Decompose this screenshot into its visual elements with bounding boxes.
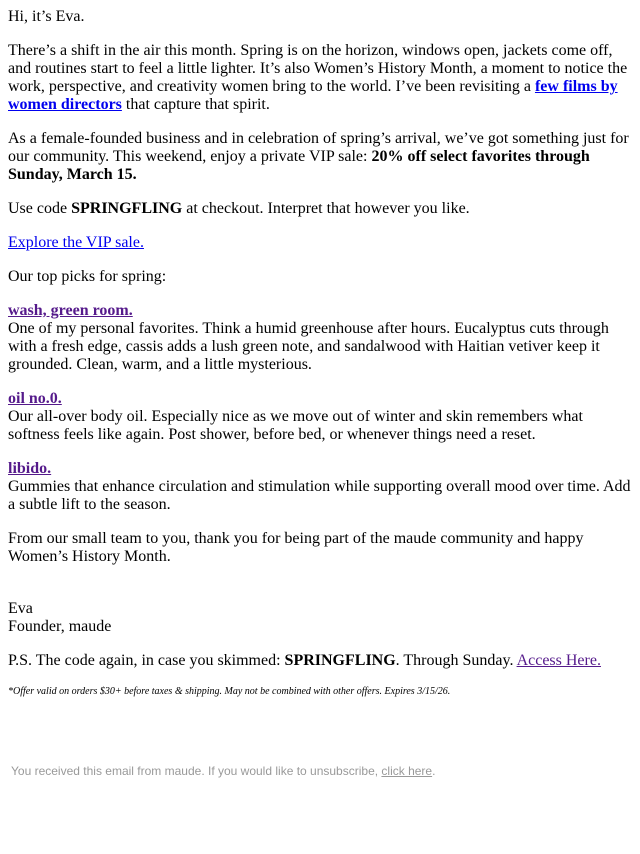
code-suffix: at checkout. Interpret that however you like. [182, 200, 470, 217]
unsubscribe-footer [8, 764, 632, 778]
product-link-wash-green-room[interactable]: wash, green room. [8, 302, 133, 319]
product-item [8, 460, 632, 514]
promo-code: SPRINGFLING [71, 200, 183, 217]
ps-promo-code: SPRINGFLING [284, 652, 396, 669]
films-link[interactable]: few films by women directors [8, 78, 618, 113]
picks-heading: Our top picks for spring: [8, 268, 167, 285]
sale-highlight: 20% off select favorites through Sunday, March 15. [8, 148, 590, 183]
unsubscribe-link[interactable]: click here [381, 764, 433, 778]
greeting: Hi, it’s Eva. [8, 8, 85, 25]
ps-prefix: P.S. The code again, in case you skimmed: [8, 652, 285, 669]
offer-disclaimer: *Offer valid on orders $30+ before taxes & shipping. May not be combined with other offers. Expires 3/15/26. [8, 686, 451, 697]
product-item [8, 390, 632, 444]
footer-end: . [432, 764, 436, 778]
intro-text: There’s a shift in the air this month. Spring is on the horizon, windows open, jackets come off, and routines start to feel a little lighter. It’s also Women’s History Month, a moment to notice the work, perspective, and creativity women bring to the world. I’ve been revisiting a [8, 42, 628, 95]
access-here-link[interactable]: Access Here. [516, 652, 601, 669]
intro-text-end: that capture that spirit. [121, 96, 270, 113]
sale-paragraph [8, 130, 632, 184]
closing-paragraph: From our small team to you, thank you for being part of the maude community and happy Women’s History Month. [8, 530, 584, 565]
product-item [8, 302, 632, 374]
product-link-libido[interactable]: libido. [8, 460, 52, 477]
signature-title: Founder, maude [8, 618, 112, 635]
product-description: Gummies that enhance circulation and stimulation while supporting overall mood over time. Add a subtle lift to the season. [8, 478, 631, 513]
intro-paragraph [8, 42, 632, 114]
ps-paragraph [8, 652, 632, 670]
code-paragraph [8, 200, 632, 218]
explore-paragraph [8, 234, 632, 252]
code-prefix: Use code [8, 200, 72, 217]
footer-text: You received this email from maude. If you would like to unsubscribe, [11, 764, 382, 778]
product-description: Our all-over body oil. Especially nice as we move out of winter and skin remembers what softness feels like again. Post shower, before bed, or whenever things need a reset. [8, 408, 583, 443]
signature [8, 600, 632, 636]
product-link-oil-no-0[interactable]: oil no.0. [8, 390, 62, 407]
product-description: One of my personal favorites. Think a humid greenhouse after hours. Eucalyptus cuts through with a fresh edge, cassis adds a lush green note, and sandalwood with Haitian vetiver keep it grounded. Clean, warm, and a little mysterious. [8, 320, 609, 373]
signature-name: Eva [8, 600, 33, 617]
ps-middle: . Through Sunday. [395, 652, 517, 669]
explore-vip-sale-link[interactable]: Explore the VIP sale. [8, 234, 144, 251]
sale-text: As a female-founded business and in celebration of spring’s arrival, we’ve got something just for our community. This weekend, enjoy a private VIP sale: [8, 130, 629, 165]
